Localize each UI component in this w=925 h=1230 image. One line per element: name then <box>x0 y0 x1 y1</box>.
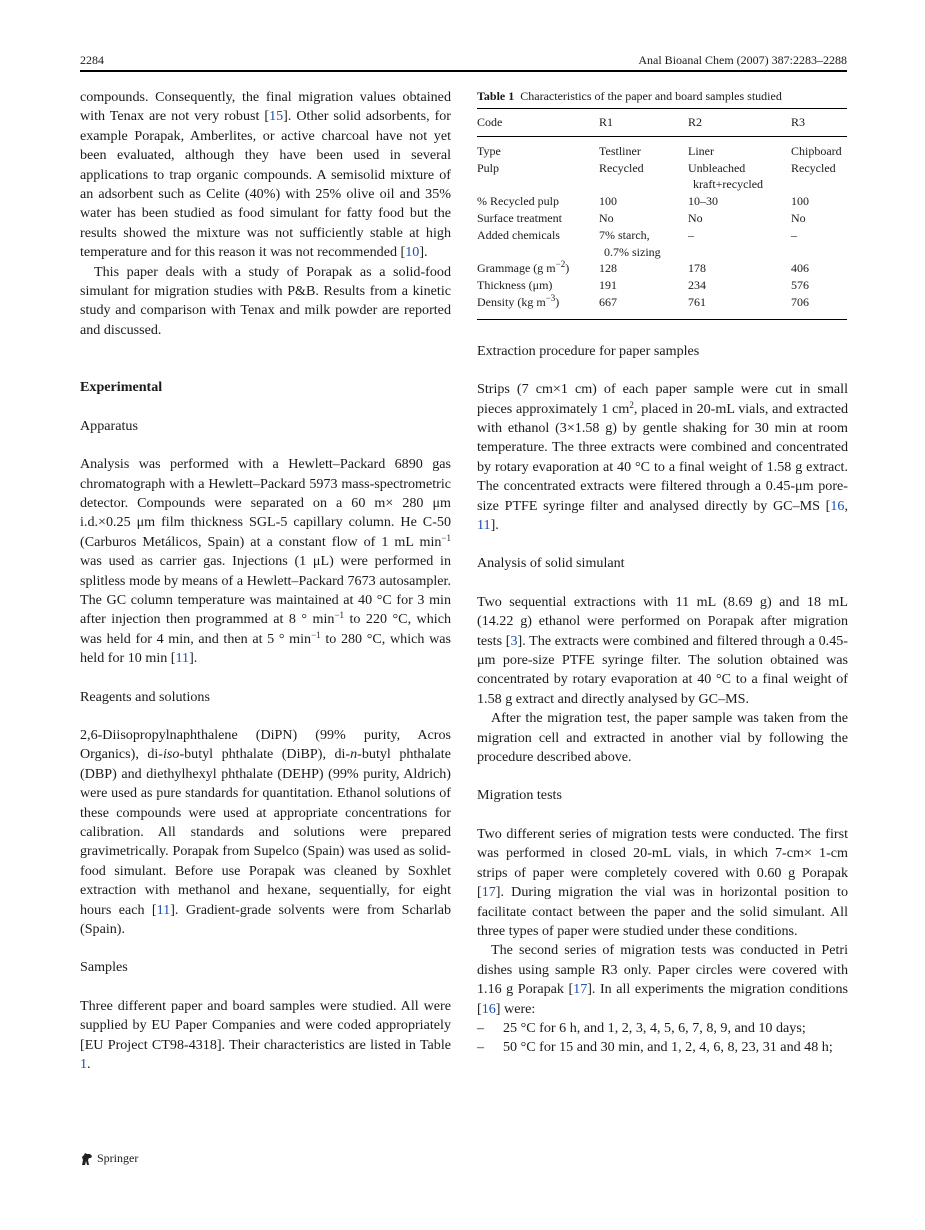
table-cell: – <box>688 227 694 242</box>
table-row <box>477 294 847 319</box>
table-cell: 100 <box>599 194 617 209</box>
solid-simulant-heading: Analysis of solid simulant <box>477 555 625 572</box>
table-cell: 7% starch, 0.7% sizing <box>599 227 661 259</box>
migration-heading: Migration tests <box>477 787 562 804</box>
table-row-label: Density (kg $m^{-3}$) <box>477 292 560 309</box>
citation-link[interactable]: 10 <box>405 244 420 261</box>
table-cell: Recycled <box>791 160 836 175</box>
citation-link[interactable]: 11 <box>175 650 190 667</box>
table-cell: Chipboard <box>791 143 842 158</box>
table-row-label: Type <box>477 143 501 158</box>
table-cell: 191 <box>599 278 617 293</box>
table-caption <box>477 88 848 104</box>
citation-link[interactable]: 15 <box>269 108 284 125</box>
migration-conditions-list <box>477 1019 848 1058</box>
table-row-label: Grammage (g $m^{-2}$) <box>477 259 570 276</box>
table-cell: No <box>791 210 806 225</box>
experimental-heading: Experimental <box>80 379 163 396</box>
table-row-label: Added chemicals <box>477 227 560 242</box>
table-row <box>477 277 847 294</box>
list-item: – 50 °C for 15 and 30 min, and 1, 2, 4, 6, 8, 23, 31 and 48 h; <box>477 1039 833 1056</box>
table-row <box>477 136 847 159</box>
table-label: Table 1 <box>477 89 515 103</box>
extraction-heading: Extraction procedure for paper samples <box>477 342 700 359</box>
table-cell: Liner <box>688 143 714 158</box>
table-cell: 178 <box>688 261 706 276</box>
table-header-cell: Code <box>477 109 599 137</box>
list-item: – 25 °C for 6 h, and 1, 2, 3, 4, 5, 6, 7, 8, 9, and 10 days; <box>477 1019 806 1036</box>
samples-paragraph: Three different paper and board samples were studied. All were supplied by EU Paper Companies and were coded appropriately [EU Project CT98-4318]. Their characteristics are listed in Table 1. <box>80 997 451 1073</box>
journal-citation: Anal Bioanal Chem (2007) 387:2283–2288 <box>638 52 847 67</box>
table-cell: 576 <box>791 278 809 293</box>
citation-link[interactable]: 17 <box>481 884 496 901</box>
citation-link[interactable]: 11 <box>156 901 171 918</box>
table-cell: 100 <box>791 194 809 209</box>
citation-link[interactable]: 11 <box>477 517 491 534</box>
apparatus-heading: Apparatus <box>80 417 138 434</box>
table-caption-text: Characteristics of the paper and board samples studied <box>520 89 782 103</box>
table-cell: 234 <box>688 278 706 293</box>
table-cell: 10–30 <box>688 194 718 209</box>
table-row <box>477 260 847 277</box>
table-cell: 706 <box>791 294 809 309</box>
right-column <box>477 88 848 1058</box>
table-header-row <box>477 109 847 137</box>
apparatus-paragraph: Analysis was performed with a Hewlett–Packard 6890 gas chromatograph with a Hewlett–Packard 5973 mass-spectrometric detector. Compounds were separated on a 60 m× 280 μm i.d.×0.25 μm film thickness SGL-5 capillary column. He C-50 (Carburos Metálicos, Spain) at a constant flow of 1 mL $\min^{-1}$ was used as carrier gas. Injections (1 μL) were performed in splitless mode by means of a Hewlett–Packard 7673 autosampler. The GC column temperature was maintained at 40 °C for 3 min after injection then programmed at 8 ° $\min^{-1}$ to 220 °C, which was held for 4 min, and then at 5 ° $\min^{-1}$ to 280 °C, which was held for 10 min [11]. <box>80 456 451 667</box>
migration-paragraph-1: Two different series of migration tests were conducted. The first was performed in closed 20-mL vials, in which 7-cm× 1-cm strips of paper were completely covered with 0.60 g Porapak [17]. During migration the vial was in horizontal position to facilitate contact between the paper and the solid simulant. All three types of paper were studied under these conditions. <box>477 825 848 939</box>
citation-link[interactable]: 17 <box>573 981 588 998</box>
table-cell: Recycled <box>599 160 644 175</box>
table-cell: No <box>599 210 614 225</box>
running-header <box>80 50 847 70</box>
extraction-paragraph: Strips (7 cm×1 cm) of each paper sample were cut in small pieces approximately 1 $cm^2$, placed in 20-mL vials, and extracted with ethanol (3×1.58 g) by gentle shaking for 30 min at room temperature. The three extracts were combined and concentrated by rotary evaporation at 40 °C to a final weight of 1.58 g extract. The concentrated extracts were filtered through a 0.45-μm pore-size PTFE syringe filter and analysed directly by GC–MS [16, 11]. <box>477 381 848 534</box>
characteristics-table <box>477 108 847 320</box>
migration-paragraph-2: The second series of migration tests was conducted in Petri dishes using sample R3 only. Paper circles were covered with 1.16 g Porapak [17]. In all experiments the migration conditions [16] were: <box>477 942 848 1017</box>
samples-heading: Samples <box>80 959 128 976</box>
citation-link[interactable]: 3 <box>510 632 518 649</box>
table-row <box>477 210 847 227</box>
page-number: 2284 <box>80 52 104 67</box>
solid-simulant-paragraph-2: After the migration test, the paper sample was taken from the migration cell and extracted in another vial by following the procedure described above. <box>477 710 848 766</box>
table-body <box>477 136 847 319</box>
table-cell: Unbleached kraft+recycled <box>688 160 764 192</box>
publisher-footer <box>80 1151 138 1166</box>
table-cell: Testliner <box>599 143 641 158</box>
table-cell: No <box>688 210 703 225</box>
table-cell: 667 <box>599 294 617 309</box>
reagents-paragraph: 2,6-Diisopropylnaphthalene (DiPN) (99% purity, Acros Organics), di-iso-butyl phthalate (DiBP), di-n-butyl phthalate (DBP) and diethylhexyl phthalate (DEHP) (99% purity, Aldrich) were used as pure standards for quantitation. Ethanol solutions of these compounds were used at appropriate concentrations for calibration. All standards and solutions were prepared gravimetrically. Porapak from Supelco (Spain) was used as solid-food simulant. Before use Porapak was cleaned by Soxhlet extraction with methanol and hexane, sequentially, for eight hours each [11]. Gradient-grade solvents were from Scharlab (Spain). <box>80 726 451 938</box>
citation-link[interactable]: 16 <box>830 497 845 514</box>
table-row-label: Thickness (μm) <box>477 278 553 293</box>
table-row <box>477 160 847 194</box>
table-cell: 761 <box>688 294 706 309</box>
table-header-cell: R3 <box>791 109 847 137</box>
intro-paragraph-2: This paper deals with a study of Porapak as a solid-food simulant for migration studies with P&B. Results from a kinetic study and comparison with Tenax and milk powder are reported and discussed. <box>80 263 451 338</box>
table-row <box>477 193 847 210</box>
citation-link[interactable]: 16 <box>481 1000 496 1017</box>
table-row-label: % Recycled pulp <box>477 194 559 209</box>
table-cell: 406 <box>791 261 809 276</box>
table-row <box>477 227 847 261</box>
table-row-label: Surface treatment <box>477 210 562 225</box>
table-row-label: Pulp <box>477 160 500 175</box>
springer-horse-icon <box>80 1152 94 1166</box>
citation-link[interactable]: 1 <box>80 1056 88 1073</box>
left-column <box>80 88 451 1074</box>
table-header-cell: R1 <box>599 109 688 137</box>
solid-simulant-paragraph-1: Two sequential extractions with 11 mL (8.69 g) and 18 mL (14.22 g) ethanol were performed on Porapak after migration tests [3]. The extracts were combined and filtered through a 0.45-μm pore-size PTFE syringe filter. The solution obtained was concentrated by rotary evaporation at 40 °C to a final weight of 1.58 g extract and directly analysed by GC–MS. <box>477 593 848 707</box>
table-cell: 128 <box>599 261 617 276</box>
header-rule <box>80 70 847 72</box>
table-cell: – <box>791 227 797 242</box>
publisher-name: Springer <box>97 1151 139 1165</box>
intro-paragraph-1: compounds. Consequently, the final migration values obtained with Tenax are not very robust [15]. Other solid adsorbents, for example Porapak, Amberlites, or active charcoal have not yet been evaluated, although they have been used in several applications to trap organic compounds. A semisolid mixture of an adsorbent such as Celite (40%) with 25% olive oil and 35% water has been studied as food simulant for fatty food but the results showed the mixture was not sufficiently stable at high temperature and for this reason it was not recommended [10]. <box>80 89 451 261</box>
table-header-cell: R2 <box>688 109 791 137</box>
reagents-heading: Reagents and solutions <box>80 688 210 705</box>
